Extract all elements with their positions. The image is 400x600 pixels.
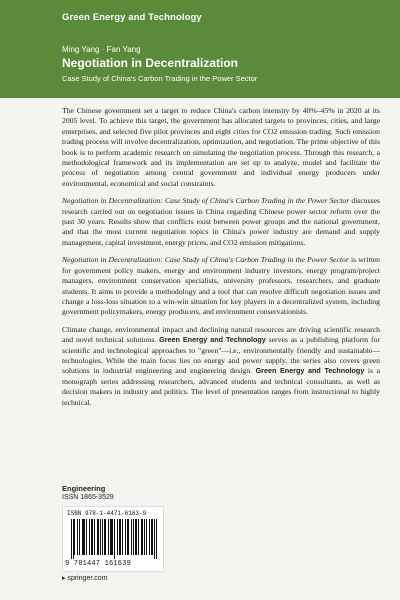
paragraph-2-text: discusses research carried out on negotiation issues in China regarding Chinese power sector reform over the past 30 years. Results show that conflicts exist between power groups and the national government, and that the most current negotiation topics in China's power industry are demand and supply management, capital investment, energy prices, and CO2 emission mitigations. <box>62 196 380 247</box>
paragraph-4-text-c: serves as a publishing platform for scientific and technological approaches to "green"—i.e., environmentally friendly and sustainable—technologies. While the main focus lies on energy and power supply, the series also covers green solutions in industrial engineering and engineering design. <box>62 335 380 376</box>
paragraph-4-series-a: Green Energy and Technology <box>159 335 266 345</box>
paragraph-1-text: The Chinese government set a target to reduce China's carbon intensity by 40%–45% in 2020 at its 2005 level. To achieve this target, the government has allocated targets to provinces, cities, and large enterprises, and selected five pilot provinces and eight cities for CO2 emission trading. Such emission trading process will involve decentralization, optimization, and negotiation. The prime objective of this book is to perform academic research on simulating the negotiation process. Through this research, a methodological framework and its implementation are set up to analyze, model and facilitate the process of negotiation among central government and individual energy producers under environmental, economical and social constraints. <box>62 106 380 188</box>
subject-label: Engineering <box>62 484 106 493</box>
barcode-graphic <box>71 519 157 559</box>
barcode-box <box>62 506 164 572</box>
paragraph-3-text: is written for government policy makers, energy and environment industry investors, energy program/project managers, environment conservation specialists, university professors, researchers, and graduate students. It aims to provide a methodology and a tool that can resolve difficult negotiation issues and change a loss-loss situation to a win-win situation for key players in a decentralized system, including government policymakers, energy producers, and environment conservationists. <box>62 255 381 317</box>
book-subtitle: Case Study of China's Carbon Trading in the Power Sector <box>62 74 258 83</box>
isbn-digits: 9 781447 161639 <box>65 560 132 568</box>
header-band <box>0 0 400 98</box>
paragraph-4-text-a: Climate change, environmental impact and declining natural resources are driving scientific research and novel technical solutions. <box>62 324 380 345</box>
series-name: Green Energy and Technology <box>62 12 202 23</box>
paragraph-4-series-b: Green Energy and Technology <box>255 366 365 376</box>
paragraph-3 <box>62 255 380 317</box>
blurb <box>62 106 380 415</box>
paragraph-4 <box>62 325 380 408</box>
paragraph-2 <box>62 196 380 248</box>
paragraph-4-text-e: is a monograph series addressing researchers, advanced students and technical consultants, as well as decision makers in industry and politics. The level of presentation ranges from instructional to highly technical. <box>62 366 380 407</box>
issn: ISSN 1865-3529 <box>62 494 114 501</box>
authors: Ming Yang · Fan Yang <box>62 45 141 54</box>
isbn-text: ISBN 978-1-4471-6163-9 <box>67 510 147 517</box>
paragraph-3-title: Negotiation in Decentralization: Case Study of China's Carbon Trading in the Power Sector <box>62 255 349 265</box>
paragraph-2-title: Negotiation in Decentralization: Case Study of China's Carbon Trading in the Power Sector <box>62 196 350 206</box>
paragraph-1 <box>62 106 380 189</box>
footer-info <box>62 484 114 501</box>
publisher-url: ▸ springer.com <box>62 575 108 582</box>
book-title: Negotiation in Decentralization <box>62 56 239 70</box>
